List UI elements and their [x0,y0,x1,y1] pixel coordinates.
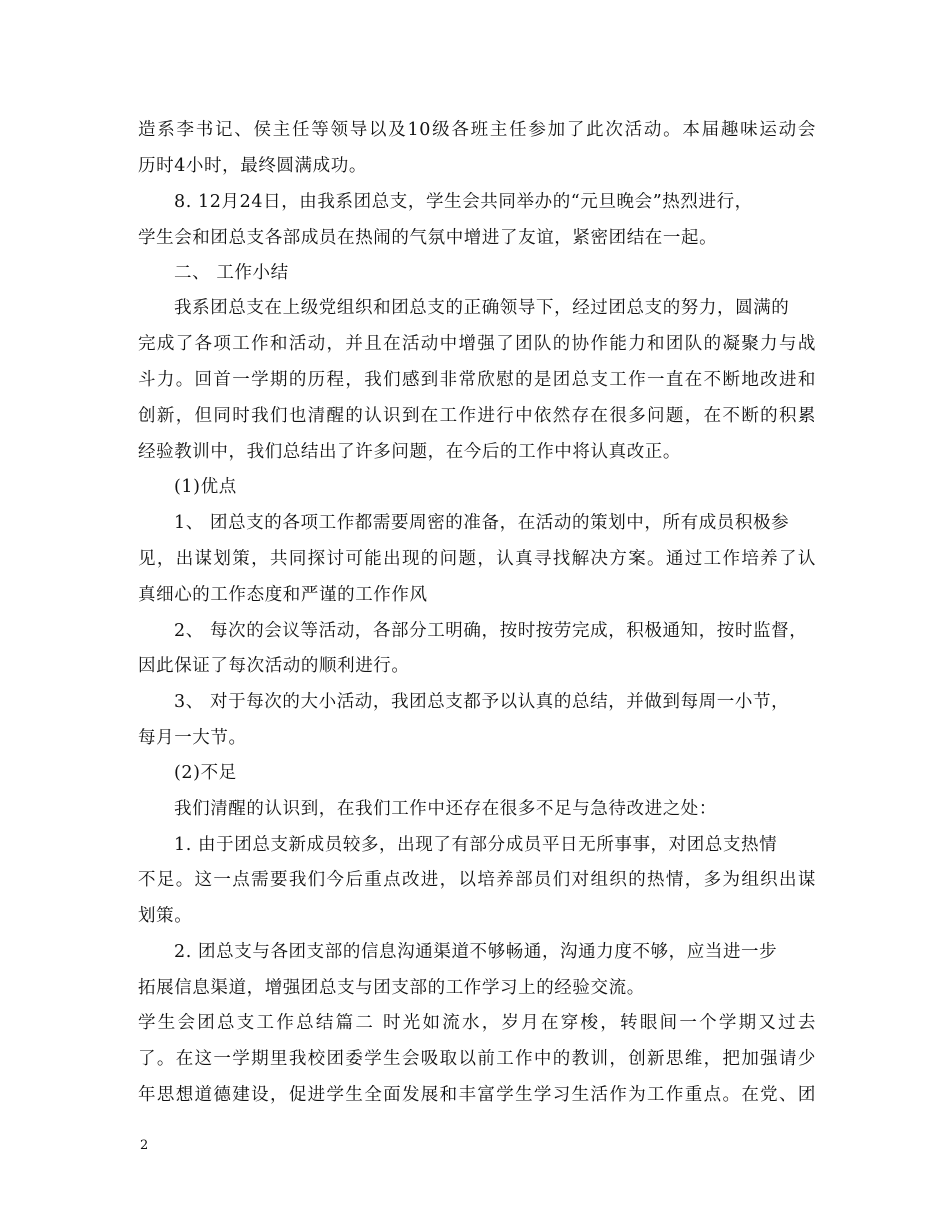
text-line: 创新，但同时我们也清醒的认识到在工作进行中依然存在很多问题，在不断的积累 [138,406,816,426]
text-line: 8. 12月24日，由我系团总支，学生会共同举办的“元旦晚会”热烈进行， [174,192,753,212]
text-line: 不足。这一点需要我们今后重点改进，以培养部员们对组织的热情，多为组织出谋 [138,870,816,890]
text-line: 1、 团总支的各项工作都需要周密的准备，在活动的策划中，所有成员积极参 [174,513,790,533]
text-line: 历时4小时，最终圆满成功。 [138,156,367,176]
text-line: 经验教训中，我们总结出了许多问题，在今后的工作中将认真改正。 [138,442,681,462]
text-line: 拓展信息渠道，增强团总支与团支部的工作学习上的经验交流。 [138,978,645,998]
text-line: 造系李书记、侯主任等领导以及10级各班主任参加了此次活动。本届趣味运动会 [138,120,816,140]
subsection-heading: (1)优点 [174,477,237,497]
subsection-heading: (2)不足 [174,763,237,783]
text-line: 年思想道德建设，促进学生全面发展和丰富学生学习生活作为工作重点。在党、团 [138,1085,816,1105]
text-line: 学生会团总支工作总结篇二 时光如流水，岁月在穿梭，转眼间一个学期又过去 [138,1013,816,1033]
text-line: 我们清醒的认识到，在我们工作中还存在很多不足与急待改进之处： [174,799,717,819]
text-line: 见，出谋划策，共同探讨可能出现的问题，认真寻找解决方案。通过工作培养了认 [138,549,816,569]
text-line: 因此保证了每次活动的顺利进行。 [138,656,410,676]
text-line: 完成了各项工作和活动，并且在活动中增强了团队的协作能力和团队的凝聚力与战 [138,334,816,354]
text-line: 划策。 [138,906,193,926]
text-line: 了。在这一学期里我校团委学生会吸取以前工作中的教训，创新思维，把加强请少 [138,1049,816,1069]
text-line: 每月一大节。 [138,728,247,748]
text-line: 1. 由于团总支新成员较多，出现了有部分成员平日无所事事，对团总支热情 [174,835,778,855]
text-line: 学生会和团总支各部成员在热闹的气氛中增进了友谊，紧密团结在一起。 [138,228,718,248]
text-line: 斗力。回首一学期的历程，我们感到非常欣慰的是团总支工作一直在不断地改进和 [138,370,816,390]
text-line: 我系团总支在上级党组织和团总支的正确领导下，经过团总支的努力，圆满的 [174,298,790,318]
page-number: 2 [140,1138,149,1153]
section-heading: 二、 工作小结 [174,263,289,283]
text-line: 3、 对于每次的大小活动，我团总支都予以认真的总结，并做到每周一小节， [174,692,790,712]
text-line: 2. 团总支与各团支部的信息沟通渠道不够畅通，沟通力度不够，应当进一步 [174,942,778,962]
text-line: 2、 每次的会议等活动，各部分工明确，按时按劳完成，积极通知，按时监督， [174,621,808,641]
text-line: 真细心的工作态度和严谨的工作作风 [138,585,428,605]
